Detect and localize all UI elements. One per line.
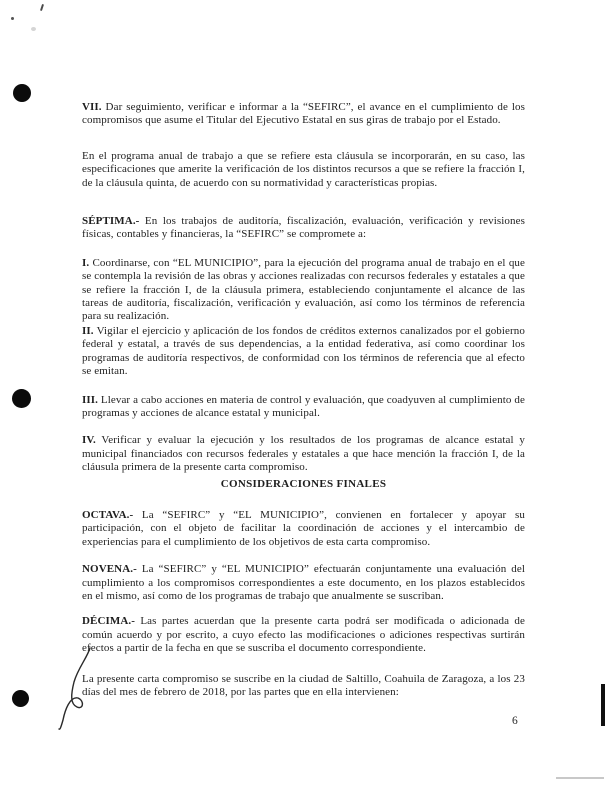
paragraph-fraccion-ii: [82, 325, 525, 379]
page-number: 6: [512, 715, 518, 727]
paragraph-decima-lead: DÉCIMA.-: [82, 615, 136, 628]
scan-speck-tick: [40, 4, 44, 11]
paragraph-decima-text: Las partes acuerdan que la presente carta podrá ser modificada o adicionada de común acuerdo y por escrito, a cuyo efecto las modificaciones o adiciones respectivas surtirán efectos a partir de la fecha en que se suscriba el documento correspondiente.: [82, 615, 525, 655]
hole-punch-mark-middle: [12, 389, 31, 408]
paragraph-fraccion-iv: [82, 434, 525, 474]
paragraph-fraccion-iv-lead: IV.: [82, 434, 96, 447]
paragraph-octava-lead: OCTAVA.-: [82, 508, 134, 521]
paragraph-closing-text: La presente carta compromiso se suscribe en la ciudad de Saltillo, Coahuila de Zaragoza, a los 23 días del mes de febrero de 2018, por las partes que en ella intervienen:: [82, 672, 525, 698]
scan-speck-smudge: [31, 27, 36, 31]
scan-edge-line: [556, 777, 604, 779]
paragraph-fraccion-ii-text: Vigilar el ejercicio y aplicación de los fondos de créditos externos canalizados por el gobierno federal y estatal, a través de sus dependencias, a la entidad federativa, así como coordinar los programas de auditoría respectivos, de conformidad con los términos de referencia que al efecto se emitan.: [82, 324, 525, 378]
paragraph-septima-text: En los trabajos de auditoría, fiscalización, evaluación, verificación y revisiones físicas, contables y financieras, la “SEFIRC” se compromete a:: [82, 215, 525, 241]
paragraph-fraccion-iii-text: Llevar a cabo acciones en materia de control y evaluación, que coadyuven al cumplimiento de programas y acciones de alcance estatal y municipal.: [82, 393, 525, 419]
paragraph-novena-lead: NOVENA.-: [82, 563, 137, 576]
paragraph-closing: [82, 673, 525, 700]
paragraph-octava: [82, 509, 525, 549]
paragraph-septima: [82, 215, 525, 242]
paragraph-programa-anual-text: En el programa anual de trabajo a que se refiere esta cláusula se incorporarán, en su caso, las especificaciones que amerite la verificación de los distintos recursos a que se refiere la fracción I, de la cláusula quinta, de acuerdo con su normatividad y características propias.: [82, 149, 525, 189]
section-heading-consideraciones-finales: CONSIDERACIONES FINALES: [220, 477, 387, 490]
paragraph-octava-text: La “SEFIRC” y “EL MUNICIPIO”, convienen en fortalecer y apoyar su participación, con el objeto de facilitar la coordinación de acciones y el intercambio de experiencias para el cumplimiento de los objetivos de esta carta compromiso.: [82, 508, 525, 548]
document-text-block: [82, 101, 525, 699]
paragraph-vii: [82, 101, 525, 128]
paragraph-fraccion-i-text: Coordinarse, con “EL MUNICIPIO”, para la ejecución del programa anual de trabajo en el que se contempla la revisión de las obras y acciones realizadas con recursos federales y estatales a que se refiere la fracción I, de la cláusula primera, estableciendo conjuntamente el alcance de las tareas de auditoría, fiscalización, verificación y evaluación, así como los términos de referencia para su realización.: [82, 256, 525, 323]
paragraph-fraccion-iii: [82, 394, 525, 421]
paragraph-decima: [82, 615, 525, 655]
paragraph-vii-text: Dar seguimiento, verificar e informar a la “SEFIRC”, el avance en el cumplimiento de los compromisos que asume el Titular del Ejecutivo Estatal en sus giras de trabajo por el Estado.: [82, 101, 525, 127]
hole-punch-mark-bottom: [12, 690, 29, 707]
paragraph-fraccion-i-lead: I.: [82, 256, 90, 269]
paragraph-novena: [82, 563, 525, 603]
paragraph-fraccion-iv-text: Verificar y evaluar la ejecución y los resultados de los programas de alcance estatal y municipal financiados con recursos federales y estatales a que hace mención la fracción I, de la cláusula primera de la presente carta compromiso.: [82, 434, 525, 474]
scan-speck-dot: [11, 17, 14, 20]
paragraph-septima-lead: SÉPTIMA.-: [82, 215, 140, 228]
paragraph-fraccion-i: [82, 257, 525, 324]
paragraph-vii-lead: VII.: [82, 101, 102, 113]
paragraph-fraccion-ii-lead: II.: [82, 324, 94, 337]
paragraph-fraccion-iii-lead: III.: [82, 393, 98, 406]
scan-edge-mark: [601, 684, 605, 726]
paragraph-novena-text: La “SEFIRC” y “EL MUNICIPIO” efectuarán conjuntamente una evaluación del cumplimiento a los compromisos correspondientes a este documento, en los plazos establecidos en el mismo, así como de los programas de trabajo que anualmente se suscriban.: [82, 563, 525, 602]
paragraph-programa-anual: [82, 150, 525, 190]
hole-punch-mark-top: [13, 84, 31, 102]
